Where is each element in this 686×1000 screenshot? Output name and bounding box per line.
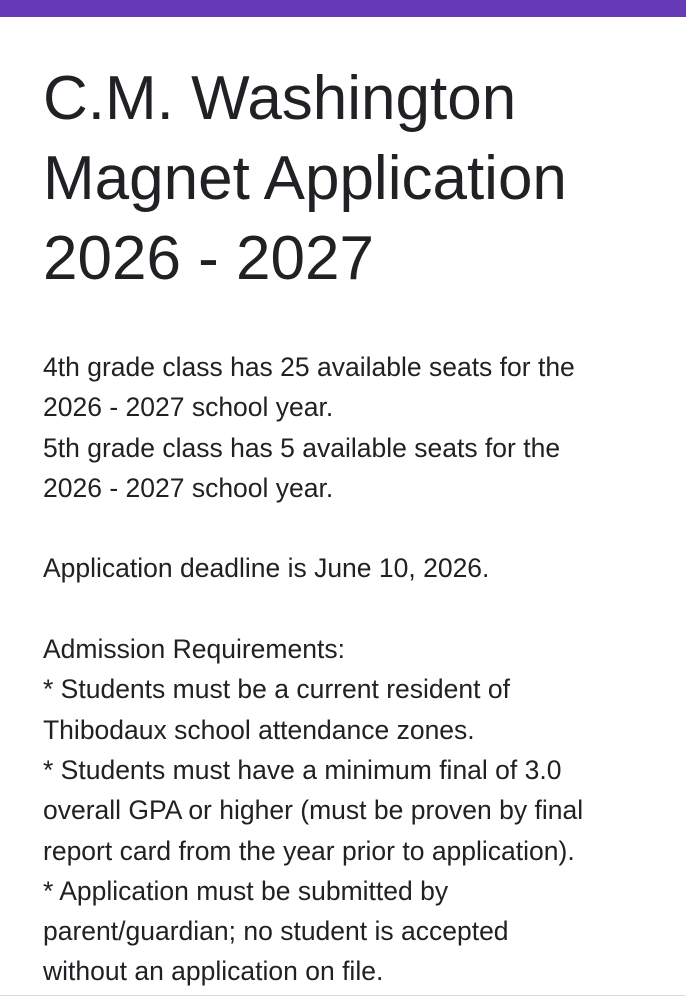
paragraph-gap [43,589,673,629]
requirement-line: * Students must be a current resident of [43,674,510,705]
form-title [43,59,663,299]
deadline-text: Application deadline is June 10, 2026. [43,553,490,584]
form-title-line: 2026 - 2027 [43,224,374,293]
seats-info-line: 4th grade class has 25 available seats for the [43,352,575,382]
form-header-card [0,17,686,996]
form-title-line: C.M. Washington [43,64,517,133]
seats-info-line: 2026 - 2027 school year. [43,472,334,503]
paragraph-gap [43,508,673,548]
requirement-line: parent/guardian; no student is accepted [43,916,509,947]
form-description [43,347,673,992]
requirement-line: overall GPA or higher (must be proven by final [43,795,584,826]
requirement-line: * Students must have a minimum final of 3.0 [43,754,562,785]
requirement-line: * Application must be submitted by [43,875,449,906]
seats-info-line: 2026 - 2027 school year. [43,392,334,423]
form-title-line: Magnet Application [43,144,567,213]
seats-info-line: 5th grade class has 5 available seats for the [43,432,561,463]
requirement-line: report card from the year prior to application). [43,835,575,866]
requirement-line: Thibodaux school attendance zones. [43,714,475,745]
requirements-heading: Admission Requirements: [43,634,345,665]
requirement-line: without an application on file. [43,956,384,987]
form-header-accent-bar [0,0,686,17]
